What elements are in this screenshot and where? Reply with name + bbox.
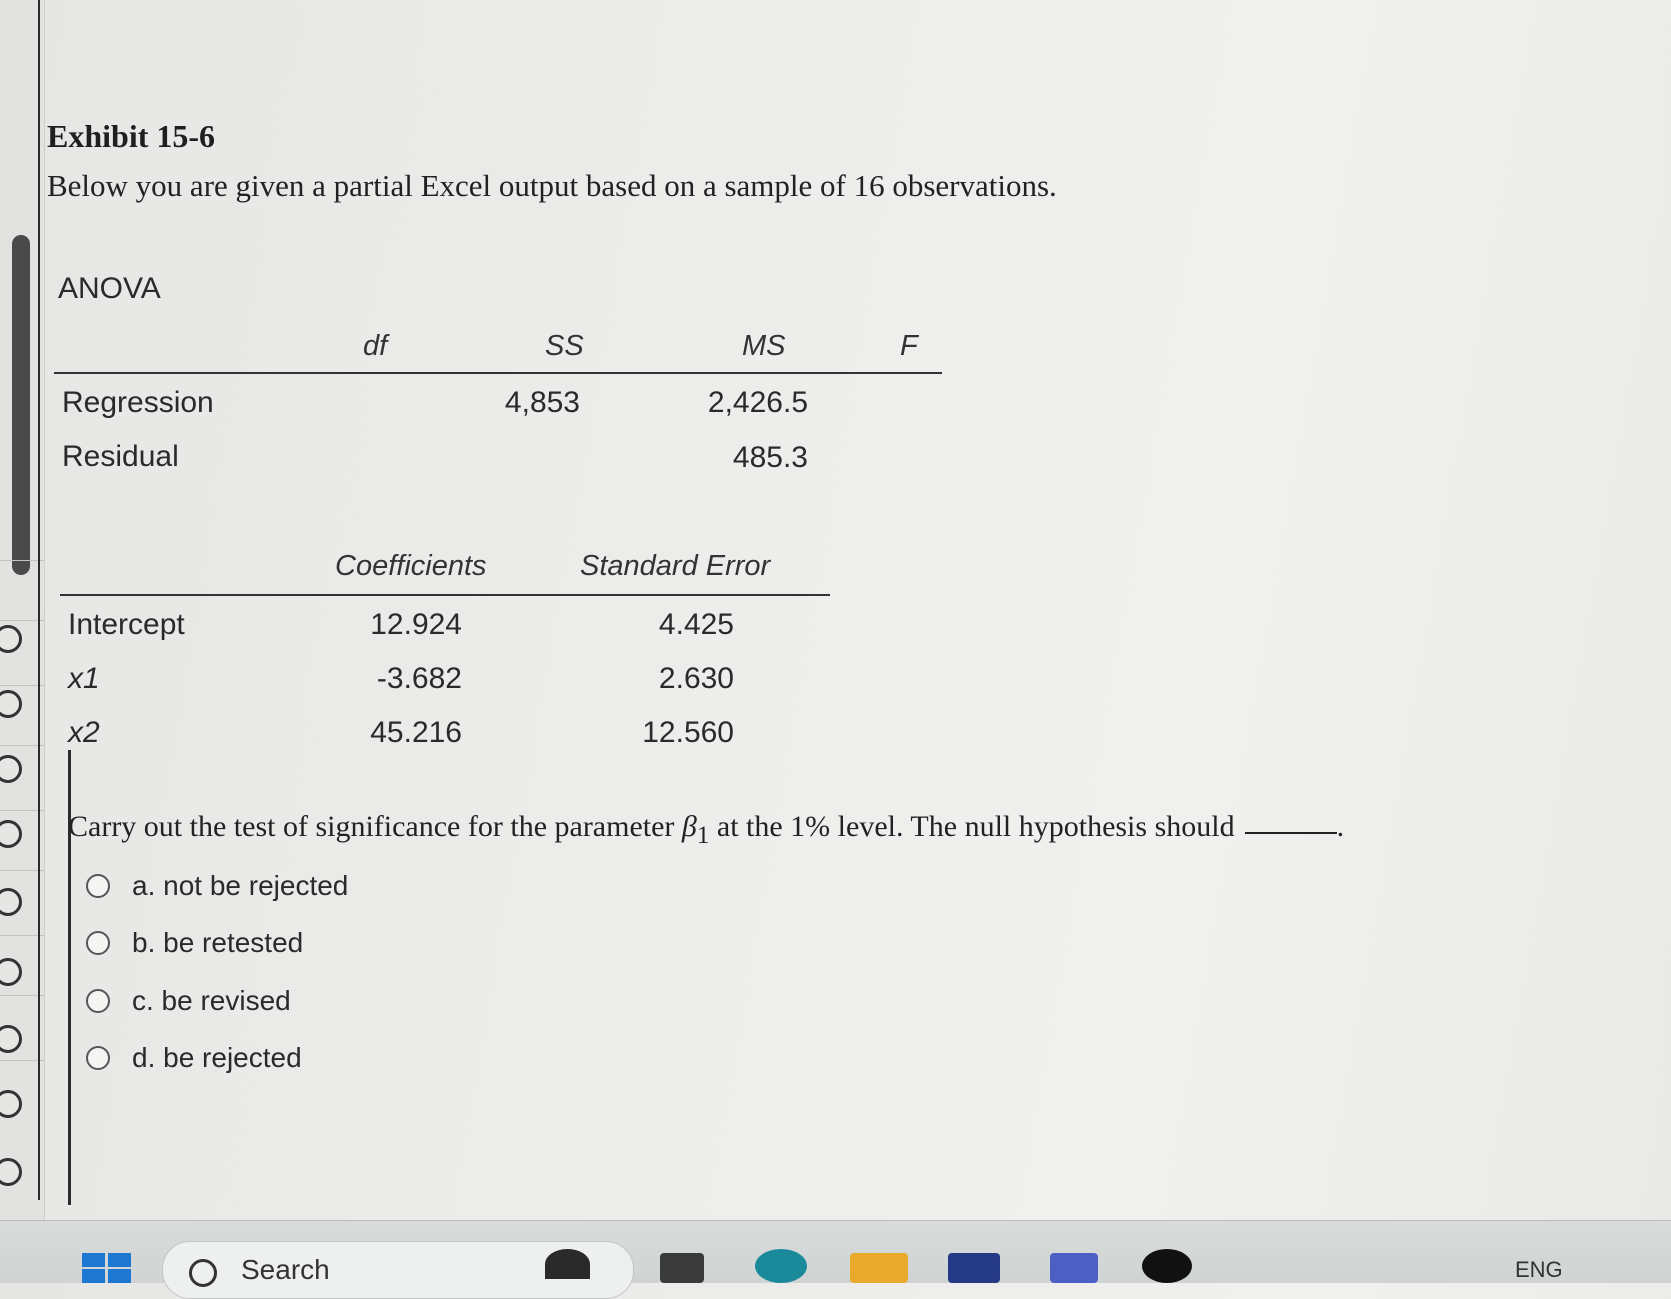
nav-question-marker[interactable] xyxy=(0,820,22,848)
option-b[interactable] xyxy=(86,927,303,959)
anova-header-ss: SS xyxy=(545,330,584,362)
file-explorer-icon[interactable] xyxy=(850,1253,908,1283)
taskbar xyxy=(0,1220,1671,1283)
option-label: d. be rejected xyxy=(132,1042,302,1073)
anova-residual-ms: 485.3 xyxy=(732,441,808,474)
coef-x1-value: -3.682 xyxy=(376,662,462,695)
option-label: a. not be rejected xyxy=(132,870,349,901)
anova-header-ms: MS xyxy=(742,330,786,362)
widget-icon[interactable] xyxy=(545,1249,590,1279)
anova-header-rule xyxy=(54,372,942,374)
nav-question-marker[interactable] xyxy=(0,958,22,986)
nav-question-marker[interactable] xyxy=(0,888,22,916)
question-navigator xyxy=(0,0,45,1220)
divider xyxy=(38,0,40,1200)
nav-question-marker[interactable] xyxy=(0,625,22,653)
nav-question-marker[interactable] xyxy=(0,1158,22,1186)
coef-row-label: x2 xyxy=(68,716,100,749)
search-icon xyxy=(189,1259,217,1287)
nav-question-marker[interactable] xyxy=(0,755,22,783)
option-label: c. be revised xyxy=(132,985,291,1016)
anova-header-f: F xyxy=(900,330,918,362)
question-suffix: at the 1% level. The null hypothesis should xyxy=(709,810,1235,843)
coef-header-rule xyxy=(60,594,830,596)
nav-question-marker[interactable] xyxy=(0,1090,22,1118)
question-end: . xyxy=(1336,810,1345,843)
option-d[interactable] xyxy=(86,1042,302,1074)
edge-browser-icon[interactable] xyxy=(755,1249,807,1283)
anova-row-label: Regression xyxy=(62,386,214,419)
app-icon[interactable] xyxy=(1142,1249,1192,1283)
coef-row-label: Intercept xyxy=(68,608,185,641)
option-c[interactable] xyxy=(86,985,291,1017)
coef-x1-se: 2.630 xyxy=(658,662,734,695)
radio-button[interactable] xyxy=(86,874,110,898)
language-indicator[interactable]: ENG xyxy=(1515,1257,1563,1282)
nav-question-marker[interactable] xyxy=(0,690,22,718)
store-icon[interactable] xyxy=(948,1253,1000,1283)
anova-label: ANOVA xyxy=(58,272,161,305)
option-label: b. be retested xyxy=(132,927,304,958)
coef-x2-value: 45.216 xyxy=(370,716,462,749)
beta-symbol: β xyxy=(681,810,697,843)
beta-subscript: 1 xyxy=(696,822,710,849)
radio-button[interactable] xyxy=(86,931,110,955)
scrollbar-thumb[interactable] xyxy=(12,235,30,575)
task-view-icon[interactable] xyxy=(660,1253,704,1283)
radio-button[interactable] xyxy=(86,989,110,1013)
coef-header-coefficients: Coefficients xyxy=(335,550,487,582)
answer-blank xyxy=(1245,832,1337,834)
search-placeholder: Search xyxy=(241,1254,330,1285)
coef-x2-se: 12.560 xyxy=(642,716,734,749)
question-text xyxy=(68,810,1344,850)
windows-start-icon[interactable] xyxy=(82,1253,132,1283)
anova-header-df: df xyxy=(363,330,388,362)
coef-header-standard-error: Standard Error xyxy=(580,550,771,582)
anova-regression-ss: 4,853 xyxy=(504,386,580,419)
anova-row-label: Residual xyxy=(62,440,179,473)
question-prefix: Carry out the test of significance for the parameter xyxy=(68,810,682,843)
coef-row-label: x1 xyxy=(68,662,100,695)
exhibit-title: Exhibit 15-6 xyxy=(47,118,216,154)
anova-regression-ms: 2,426.5 xyxy=(707,386,808,419)
coef-intercept-se: 4.425 xyxy=(658,608,734,641)
teams-icon[interactable] xyxy=(1050,1253,1098,1283)
nav-question-marker[interactable] xyxy=(0,1025,22,1053)
exhibit-intro: Below you are given a partial Excel output based on a sample of 16 observations. xyxy=(47,168,1057,203)
option-a[interactable] xyxy=(86,870,348,902)
coef-intercept-value: 12.924 xyxy=(370,608,462,641)
radio-button[interactable] xyxy=(86,1046,110,1070)
